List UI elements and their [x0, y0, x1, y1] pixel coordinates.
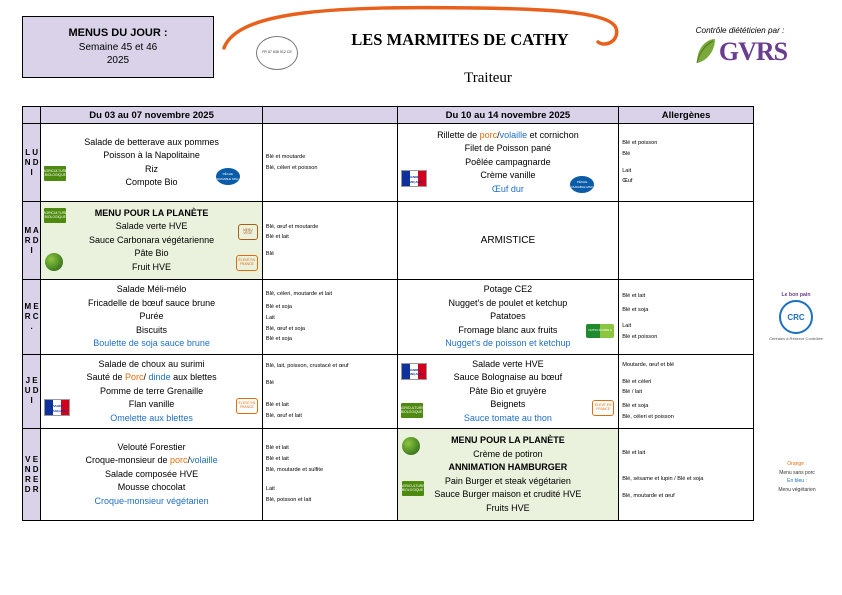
nutri-label: NUTRI-SCORE A: [588, 328, 612, 333]
msc-label: PÊCHE DURABLE MSC: [571, 180, 594, 189]
allergen-item: Blé et soja: [622, 403, 649, 410]
allergen-item: Blé et lait: [622, 293, 646, 299]
allergen-item: Blé et soja: [265, 304, 292, 311]
menu-week1-jeudi: [41, 354, 263, 429]
menu-item-vegetarian: Omelette aux blettes: [110, 412, 193, 423]
menu-item: Crème de potiron: [473, 448, 543, 459]
health-approval-stamp-icon: [256, 36, 298, 70]
allergen-item: Blé et moutarde: [265, 153, 306, 160]
allergen-item: Blé et lait: [265, 234, 289, 241]
menus-title-box: [22, 16, 214, 78]
allergens-week2-lundi: [619, 124, 754, 202]
menu-item: Salade Méli-mélo: [116, 284, 187, 294]
company-title-block: [300, 30, 620, 87]
day-label-jeudi: J E U D I: [23, 354, 41, 429]
allergen-item: Blé, céleri et poisson: [265, 164, 318, 171]
leaf-icon: [693, 37, 719, 67]
menu-item: Mousse chocolat: [117, 482, 186, 493]
ab-bio-label: AGRICULTURE BIOLOGIQUE: [43, 210, 68, 219]
allergens-week2-mercredi: [619, 280, 754, 355]
header-day-col: [23, 107, 41, 124]
allergen-item: Lait: [622, 167, 632, 174]
allergen-item: Blé, sésame et lupin / Blé et soja: [622, 476, 704, 483]
menus-title: MENUS DU JOUR :: [68, 27, 168, 40]
menu-item: Filet de Poisson pané: [464, 143, 552, 154]
allergen-item: Blé et céleri: [622, 378, 652, 385]
menu-item-vegetarian: Œuf dur: [491, 183, 524, 194]
holiday-label: ARMISTICE: [480, 235, 536, 246]
allergen-item: Moutarde, œuf et blé: [622, 362, 675, 369]
header-week-2: Du 10 au 14 novembre 2025: [397, 107, 619, 124]
menu-planet-title: MENU POUR LA PLANÈTE: [94, 207, 209, 218]
allergen-item: Blé et lait: [265, 402, 289, 409]
dietician-label: Contrôle diététicien par :: [695, 26, 785, 35]
allergen-item: Blé et soja: [622, 306, 649, 313]
menu-item: Fricadelle de bœuf sauce brune: [88, 297, 216, 308]
menu-item-alt: Nugget's de poisson et ketchup: [445, 338, 571, 348]
allergens-week2-jeudi: [619, 354, 754, 429]
pig-label: ÉLEVÉ EN FRANCE: [238, 401, 256, 409]
crc-bread-logo: [762, 292, 830, 342]
allergen-item: Lait: [265, 486, 275, 493]
menu-item: Compote Bio: [125, 177, 178, 187]
flag-label: VIANDE FRANÇAISE: [404, 367, 423, 376]
allergens-week1-lundi: [262, 124, 397, 202]
allergen-item: Blé, œuf et lait: [265, 412, 302, 419]
ab-bio-label: AGRICULTURE BIOLOGIQUE: [400, 483, 425, 492]
table-row: [23, 280, 754, 355]
menu-item: Sauce Burger maison et crudité HVE: [434, 489, 582, 499]
crc-subtitle: Céréales à Réserve Contrôlée: [769, 336, 823, 341]
allergen-item: Blé, œuf et soja: [265, 325, 306, 332]
menu-week2-mercredi: [397, 280, 619, 355]
menu-item: Velouté Forestier: [117, 441, 186, 452]
menu-item: Salade verte HVE: [472, 358, 544, 369]
allergen-item: Blé et lait: [265, 445, 289, 452]
allergens-week1-mardi: [262, 202, 397, 280]
menu-item: Nugget's de poulet et ketchup: [448, 297, 568, 308]
allergen-item: Œuf: [622, 178, 633, 185]
crc-logo-text: CRC: [787, 312, 805, 322]
header-week-1: Du 03 au 07 novembre 2025: [41, 107, 263, 124]
day-label-vendredi: V E N D R E D R: [23, 429, 41, 521]
menu-item: Poisson à la Napolitaine: [103, 150, 200, 160]
crc-title: Le bon pain: [781, 292, 811, 298]
menu-item: Crème vanille: [480, 170, 536, 181]
menu-item: Salade de betterave aux pommes: [84, 136, 219, 147]
menu-item: Fruit HVE: [132, 261, 172, 272]
allergen-item: Blé, céleri et poisson: [622, 413, 674, 420]
menu-week1-mardi: [41, 202, 263, 280]
menu-week2-vendredi: [397, 429, 619, 521]
menu-item: Fruits HVE: [486, 502, 530, 513]
menu-item: Beignets: [490, 399, 526, 409]
day-label-lundi: L U N D I: [23, 124, 41, 202]
allergens-week2-vendredi: [619, 429, 754, 521]
allergen-item: Blé: [622, 150, 631, 157]
allergen-item: Blé, poisson et lait: [265, 496, 312, 503]
menus-weeks: Semaine 45 et 46: [78, 41, 158, 53]
allergen-item: Blé et lait: [622, 449, 646, 456]
gvrs-text: GVRS: [718, 37, 788, 66]
menu-item: Pâte Bio: [134, 248, 169, 259]
menu-item: Fromage blanc aux fruits: [458, 324, 558, 335]
allergen-item: Blé: [265, 379, 274, 386]
menu-item: Sauce Bolognaise au bœuf: [453, 372, 563, 382]
legend: [760, 460, 834, 494]
menu-animation-title: ANNIMATION HAMBURGER: [448, 462, 568, 472]
menu-item: Sauce Carbonara végétarienne: [89, 234, 215, 245]
allergen-item: Lait: [265, 314, 275, 321]
allergens-week2-mardi: [619, 202, 754, 280]
menu-item-alt: Sauce tomate au thon: [463, 412, 552, 423]
legend-orange-text: Menu sans porc: [779, 469, 815, 476]
gvrs-logo: [660, 37, 820, 67]
legend-blue-title: En bleu :: [787, 478, 807, 484]
stamp-text: FR 57 638 012 CE: [262, 50, 292, 55]
menu-week1-vendredi: [41, 429, 263, 521]
dietician-block: [660, 26, 820, 67]
legend-orange-title: Orange :: [787, 461, 807, 467]
menu-planet-title: MENU POUR LA PLANÈTE: [451, 435, 565, 445]
menu-item: Pain Burger et steak végétarien: [444, 475, 571, 486]
allergen-item: Blé, lait, poisson, crustacé et œuf: [265, 363, 349, 369]
menu-item: Biscuits: [136, 324, 168, 335]
crc-circle-icon: [779, 300, 813, 334]
allergen-item: Blé / lait: [622, 389, 643, 396]
page-header: [0, 0, 842, 100]
table-row: [23, 429, 754, 521]
legend-blue-text: Menu végétarien: [778, 486, 816, 493]
header-allergens-1: [262, 107, 397, 124]
msc-label: PÊCHE DURABLE MSC: [217, 172, 239, 181]
menu-week1-lundi: [41, 124, 263, 202]
menu-week1-mercredi: [41, 280, 263, 355]
header-allergens-2: Allergènes: [619, 107, 754, 124]
allergen-item: Blé et soja: [265, 336, 292, 343]
menu-item: Potage CE2: [483, 284, 533, 294]
menu-item: Purée: [139, 311, 164, 321]
allergen-item: Blé, céleri, moutarde et lait: [265, 290, 333, 297]
menu-item: Riz: [145, 163, 159, 174]
menu-item: Salade verte HVE: [115, 221, 188, 232]
ab-bio-label: AGRICULTURE BIOLOGIQUE: [399, 405, 424, 414]
allergen-item: Blé, moutarde et œuf: [622, 492, 675, 499]
menu-item: Flan vanille: [128, 399, 175, 409]
menu-week2-jeudi: [397, 354, 619, 429]
menus-year: 2025: [106, 55, 130, 67]
table-row: [23, 202, 754, 280]
allergen-item: Blé, moutarde et sulfite: [265, 466, 324, 473]
menu-week2-mardi: [397, 202, 619, 280]
allergens-week1-mercredi: [262, 280, 397, 355]
allergen-item: Blé, œuf et moutarde: [265, 223, 319, 230]
table-row: [23, 124, 754, 202]
allergen-item: Blé: [265, 250, 274, 257]
allergen-item: Blé et lait: [265, 456, 289, 463]
menu-item: Patatoes: [490, 311, 526, 321]
allergen-item: Lait: [622, 323, 632, 330]
menu-week2-lundi: [397, 124, 619, 202]
table-row: [23, 354, 754, 429]
ab-bio-label: AGRICULTURE BIOLOGIQUE: [43, 168, 68, 177]
table-header-row: [23, 107, 754, 124]
menu-item: Croque-monsieur de porc/volaille: [85, 455, 218, 466]
flag-label: VIANDE FRANÇAISE: [404, 175, 423, 184]
allergen-item: Blé et poisson: [622, 333, 658, 340]
company-name: LES MARMITES DE CATHY: [351, 30, 569, 49]
allergens-week1-vendredi: [262, 429, 397, 521]
pig-label: ÉLEVÉ EN FRANCE: [594, 403, 612, 411]
menu-item: Salade composée HVE: [105, 468, 199, 479]
menu-item-vegetarian: Boulette de soja sauce brune: [93, 338, 210, 348]
company-subtitle: Traiteur: [464, 70, 512, 86]
pig-label: ÉLEVÉ EN FRANCE: [238, 258, 256, 266]
weekly-menu-table: [22, 106, 754, 521]
menu-item: Pâte Bio et gruyère: [469, 385, 547, 396]
menu-item-vegetarian: Croque-monsieur végétarien: [94, 495, 209, 506]
allergen-item: Blé et poisson: [622, 140, 658, 147]
vege-label: MENU VÉGÉ: [243, 227, 253, 235]
allergens-week1-jeudi: [262, 354, 397, 429]
menu-item: Salade de choux au surimi: [98, 358, 205, 369]
flag-label: VIANDE FRANÇAISE: [48, 404, 67, 413]
day-label-mercredi: M E R C .: [23, 280, 41, 355]
menu-item: Pomme de terre Grenaille: [100, 385, 204, 396]
menu-item: Rillette de porc/volaille et cornichon: [437, 129, 579, 140]
menu-item: Sauté de Porc/ dinde aux blettes: [86, 372, 217, 382]
menu-item: Poêlée campagnarde: [465, 156, 551, 167]
day-label-mardi: M A R D I: [23, 202, 41, 280]
